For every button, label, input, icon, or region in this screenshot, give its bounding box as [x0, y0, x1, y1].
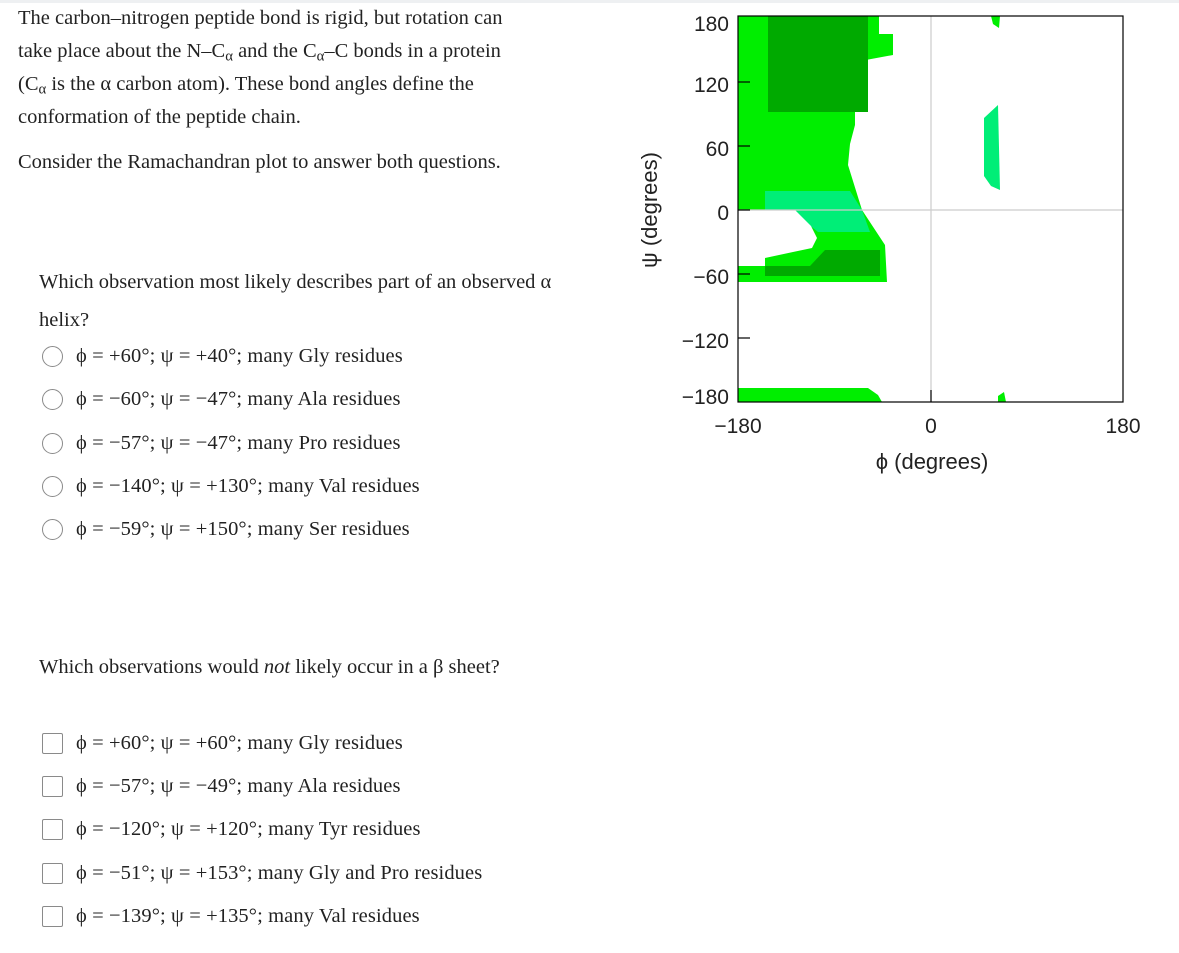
q2-option-1[interactable]: ϕ = +60°; ψ = +60°; many Gly residues: [42, 727, 403, 759]
q1-option-4[interactable]: ϕ = −140°; ψ = +130°; many Val residues: [42, 470, 420, 502]
intro-line-2: take place about the $N-C_\alpha$ and the $C_\alpha-C$ bonds in a protein: [18, 40, 501, 65]
x-tick-label: 0: [925, 415, 937, 438]
radio-button[interactable]: [42, 346, 63, 367]
checkbox[interactable]: [42, 733, 63, 754]
radio-button[interactable]: [42, 519, 63, 540]
radio-button[interactable]: [42, 476, 63, 497]
checkbox[interactable]: [42, 776, 63, 797]
intro-text: [18, 2, 578, 179]
ramachandran-plot: [610, 0, 1170, 490]
region-favored-upper: [768, 16, 868, 112]
y-axis-label: ψ (degrees): [637, 152, 662, 268]
region-allowed-bottom: [738, 388, 882, 402]
question-2-prompt: Which observations would not likely occur in a β sheet?: [39, 656, 500, 678]
intro-line-1: The carbon–nitrogen peptide bond is rigid, but rotation can: [18, 7, 503, 29]
radio-button[interactable]: [42, 389, 63, 410]
q1-option-3[interactable]: ϕ = −57°; ψ = −47°; many Pro residues: [42, 427, 401, 459]
checkbox[interactable]: [42, 863, 63, 884]
y-tick-label: 60: [705, 138, 729, 161]
q2-option-5[interactable]: ϕ = −139°; ψ = +135°; many Val residues: [42, 900, 420, 932]
y-tick-label: 0: [717, 202, 729, 225]
radio-button[interactable]: [42, 433, 63, 454]
consider-text: Consider the Ramachandran plot to answer both questions.: [18, 151, 501, 173]
q1-option-2[interactable]: ϕ = −60°; ψ = −47°; many Ala residues: [42, 383, 401, 415]
intro-line-3: ($C_\alpha$ is the α carbon atom). These bond angles define the: [18, 73, 474, 98]
q1-option-5[interactable]: ϕ = −59°; ψ = +150°; many Ser residues: [42, 513, 410, 545]
q2-option-4[interactable]: ϕ = −51°; ψ = +153°; many Gly and Pro residues: [42, 857, 482, 889]
x-tick-label: −180: [714, 415, 762, 438]
region-allowed-bottom-right: [998, 392, 1006, 402]
intro-line-4: conformation of the peptide chain.: [18, 106, 301, 128]
q2-option-2[interactable]: ϕ = −57°; ψ = −49°; many Ala residues: [42, 770, 401, 802]
y-tick-label: 120: [693, 74, 729, 97]
x-ticks: [714, 415, 1140, 438]
region-left-bottom-cut: [738, 242, 764, 266]
y-tick-label: 180: [693, 13, 729, 36]
checkbox[interactable]: [42, 906, 63, 927]
q1-option-1[interactable]: ϕ = +60°; ψ = +40°; many Gly residues: [42, 340, 403, 372]
region-allowed-right-top: [991, 16, 1000, 28]
y-tick-label: −120: [681, 330, 729, 353]
region-left-top-wedge: [738, 16, 765, 210]
question-1-prompt: Which observation most likely describes part of an observed α helix?: [39, 271, 552, 331]
region-allowed-right-strip: [984, 105, 1000, 190]
checkbox[interactable]: [42, 819, 63, 840]
y-tick-label: −180: [681, 386, 729, 409]
x-tick-label: 180: [1105, 415, 1141, 438]
x-axis-label: ϕ (degrees): [875, 449, 989, 474]
plot-regions: [738, 16, 1006, 402]
q2-option-3[interactable]: ϕ = −120°; ψ = +120°; many Tyr residues: [42, 813, 421, 845]
y-tick-label: −60: [693, 266, 729, 289]
